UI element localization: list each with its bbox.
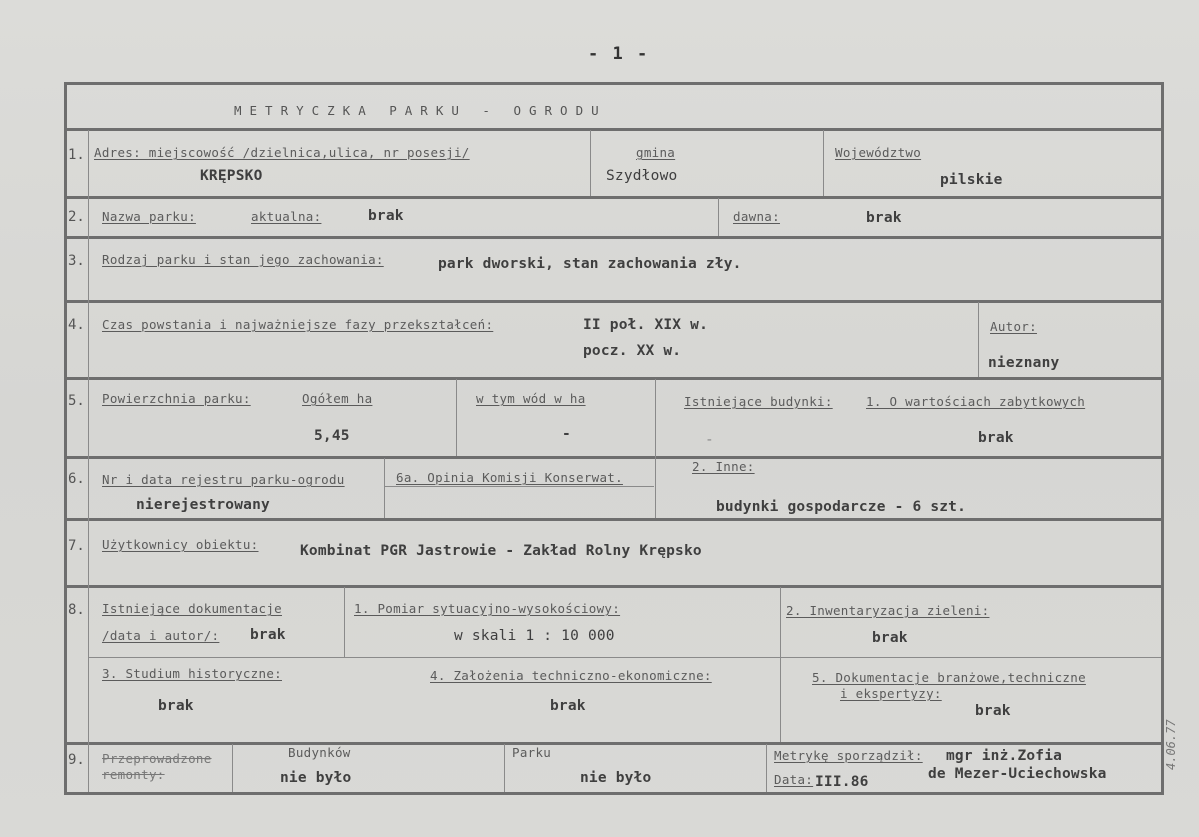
former-name-value: brak <box>866 210 902 226</box>
voivodeship-value: pilskie <box>940 172 1003 188</box>
row-number-8: 8. <box>68 602 85 618</box>
area-label: Powierzchnia parku: <box>102 391 251 406</box>
date-value: III.86 <box>815 774 869 790</box>
existing-buildings-label: Istniejące budynki: <box>684 394 833 409</box>
water-area-label: w tym wód w ha <box>476 391 586 406</box>
park-type-value: park dworski, stan zachowania zły. <box>438 256 742 272</box>
other-buildings-value: budynki gospodarcze - 6 szt. <box>716 499 967 515</box>
repairs-label-2: remonty: <box>102 767 165 782</box>
form-title: METRYCZKA PARKU - OGRODU <box>234 103 607 118</box>
buildings-repairs-value: nie było <box>280 770 352 786</box>
gmina-label: gmina <box>636 145 676 160</box>
row-number-7: 7. <box>68 538 85 554</box>
documents-label-1: Istniejące dokumentacje <box>102 601 282 616</box>
register-label: Nr i data rejestru parku-ogrodu <box>102 472 345 487</box>
branch-docs-label-1: 5. Dokumentacje branżowe,techniczne <box>812 670 1086 685</box>
heritage-buildings-value: brak <box>978 430 1014 446</box>
row-number-4: 4. <box>68 317 85 333</box>
documents-label-2: /data i autor/: <box>102 628 220 643</box>
address-label: Adres: miejscowość /dzielnica,ulica, nr posesji/ <box>94 145 470 160</box>
origin-label: Czas powstania i najważniejsze fazy przekształceń: <box>102 317 494 332</box>
current-name-label: aktualna: <box>251 209 322 224</box>
heritage-dash: - <box>705 432 714 448</box>
heritage-buildings-label: 1. O wartościach zabytkowych <box>866 394 1086 409</box>
margin-note: 4.06.77 <box>1164 719 1178 770</box>
origin-value-1: II poł. XIX w. <box>583 317 709 333</box>
total-area-label: Ogółem ha <box>302 391 373 406</box>
row-number-9: 9. <box>68 752 85 768</box>
survey-label: 1. Pomiar sytuacyjno-wysokościowy: <box>354 601 621 616</box>
branch-docs-label-2: i ekspertyzy: <box>840 686 942 701</box>
compiled-by-label: Metrykę sporządził: <box>774 748 923 763</box>
historical-study-label: 3. Studium historyczne: <box>102 666 282 681</box>
buildings-repairs-label: Budynków <box>288 745 351 760</box>
techno-economic-label: 4. Założenia techniczno-ekonomiczne: <box>430 668 712 683</box>
water-area-value: - <box>562 426 571 442</box>
date-label: Data: <box>774 772 814 787</box>
author-label: Autor: <box>990 319 1037 334</box>
register-value: nierejestrowany <box>136 497 270 513</box>
park-type-label: Rodzaj parku i stan jego zachowania: <box>102 252 384 267</box>
row-number-3: 3. <box>68 253 85 269</box>
conservation-opinion-label: 6a. Opinia Komisji Konserwat. <box>396 470 623 485</box>
park-name-label: Nazwa parku: <box>102 209 196 224</box>
branch-docs-value: brak <box>975 703 1011 719</box>
gmina-value: Szydłowo <box>606 168 678 184</box>
compiled-by-value-2: de Mezer-Uciechowska <box>928 766 1107 782</box>
author-value: nieznany <box>988 355 1060 371</box>
techno-economic-value: brak <box>550 698 586 714</box>
row-number-5: 5. <box>68 393 85 409</box>
address-value: KRĘPSKO <box>200 168 263 184</box>
users-value: Kombinat PGR Jastrowie - Zakład Rolny Krępsko <box>300 543 702 559</box>
park-repairs-value: nie było <box>580 770 652 786</box>
row-number-6: 6. <box>68 471 85 487</box>
park-repairs-label: Parku <box>512 745 552 760</box>
other-buildings-label: 2. Inne: <box>692 459 755 474</box>
survey-value: w skali 1 : 10 000 <box>454 628 615 644</box>
greenery-inventory-label: 2. Inwentaryzacja zieleni: <box>786 603 990 618</box>
current-name-value: brak <box>368 208 404 224</box>
total-area-value: 5,45 <box>314 428 350 444</box>
page-number: - 1 - <box>588 44 650 64</box>
former-name-label: dawna: <box>733 209 780 224</box>
origin-value-2: pocz. XX w. <box>583 343 682 359</box>
row-number-2: 2. <box>68 209 85 225</box>
voivodeship-label: Województwo <box>835 145 922 160</box>
repairs-label-1: Przeprowadzone <box>102 751 212 766</box>
documents-value: brak <box>250 627 286 643</box>
compiled-by-value-1: mgr inż.Zofia <box>946 748 1063 764</box>
greenery-inventory-value: brak <box>872 630 908 646</box>
users-label: Użytkownicy obiektu: <box>102 537 259 552</box>
historical-study-value: brak <box>158 698 194 714</box>
row-number-1: 1. <box>68 147 85 163</box>
